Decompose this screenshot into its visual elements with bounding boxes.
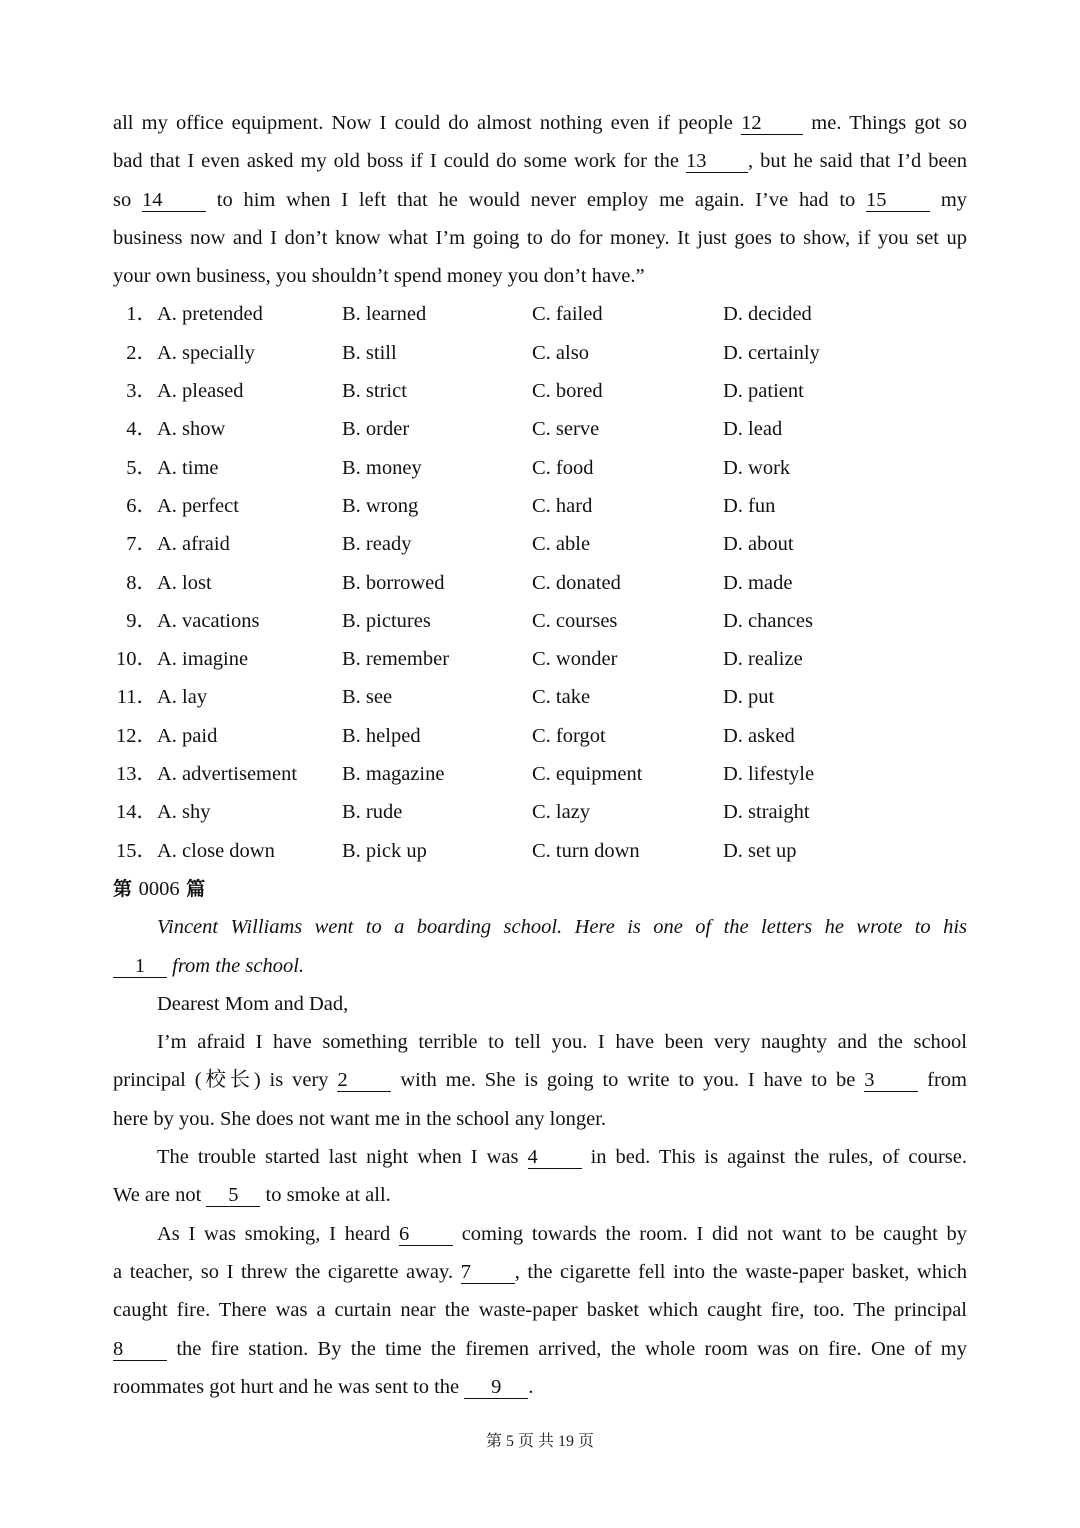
option-d: D. certainly <box>723 341 820 364</box>
text: from the school. <box>172 954 305 977</box>
question-row <box>113 755 967 793</box>
text: in bed. This is against the rules, of course. <box>590 1146 967 1169</box>
option-b: B. wrong <box>342 494 419 517</box>
blank-13: 13 <box>686 150 748 173</box>
blank-12: 12 <box>741 112 803 135</box>
option-d: D. asked <box>723 724 795 747</box>
section-prefix: 第 <box>113 877 133 900</box>
passage-line: I’m afraid I have something terrible to tell you. I have been very naughty and the school <box>157 1031 967 1054</box>
text: to smoke at all. <box>265 1184 391 1207</box>
question-row <box>113 602 967 640</box>
text: principal (校长) is very <box>113 1069 329 1092</box>
option-d: D. realize <box>723 648 803 671</box>
passage-line: caught fire. There was a curtain near the waste-paper basket which caught fire, too. The principal <box>113 1299 967 1322</box>
blank-15: 15 <box>866 189 930 212</box>
blank-1: 1 <box>113 955 167 978</box>
option-d: D. patient <box>723 380 804 403</box>
option-b: B. ready <box>342 533 412 556</box>
option-a: A. lost <box>157 571 212 594</box>
question-number: 14． <box>116 801 157 824</box>
question-number: 5． <box>126 456 157 479</box>
blank-8: 8 <box>113 1338 167 1361</box>
option-c: C. lazy <box>532 801 591 824</box>
question-row <box>113 372 967 410</box>
question-number: 6． <box>126 494 157 517</box>
text: all my office equipment. Now I could do almost nothing even if people <box>113 112 733 134</box>
option-a: A. pleased <box>157 380 244 403</box>
text: the fire station. By the time the firemen arrived, the whole room was on fire. One of my <box>176 1337 968 1360</box>
passage-line: your own business, you shouldn’t spend money you don’t have.” <box>113 265 645 288</box>
option-a: A. close down <box>157 839 275 862</box>
question-number: 1． <box>126 303 157 326</box>
blank-9: 9 <box>464 1376 528 1399</box>
blank-5: 5 <box>206 1184 260 1207</box>
page-footer: 第 5 页 共 19 页 <box>485 1433 594 1450</box>
option-d: D. set up <box>723 839 797 862</box>
option-d: D. about <box>723 533 794 556</box>
question-row <box>113 449 967 487</box>
question-number: 15． <box>116 839 157 862</box>
option-c: C. take <box>532 686 591 709</box>
question-number: 7． <box>126 533 157 556</box>
blank-3: 3 <box>864 1069 918 1092</box>
passage-line <box>113 1176 967 1214</box>
text: As I was smoking, I heard <box>157 1222 391 1245</box>
option-a: A. time <box>157 456 219 479</box>
passage-line <box>113 142 967 180</box>
question-row <box>113 832 967 870</box>
blank-7: 7 <box>461 1261 515 1284</box>
option-d: D. put <box>723 686 775 709</box>
text: . <box>528 1375 534 1398</box>
question-number: 10． <box>116 648 157 671</box>
option-a: A. show <box>157 418 226 441</box>
option-b: B. helped <box>342 724 421 747</box>
option-d: D. made <box>723 571 793 594</box>
text: my <box>940 188 968 211</box>
option-a: A. specially <box>157 341 255 364</box>
text: The trouble started last night when I was <box>157 1146 519 1169</box>
option-b: B. learned <box>342 303 427 326</box>
question-row <box>113 525 967 563</box>
passage-line <box>113 1330 967 1368</box>
question-row <box>113 717 967 755</box>
text: with me. She is going to write to you. I have to be <box>400 1069 856 1092</box>
option-c: C. forgot <box>532 724 606 747</box>
option-a: A. paid <box>157 724 218 747</box>
text: so <box>113 188 132 211</box>
text: , the cigarette fell into the waste-paper basket, which <box>514 1260 968 1283</box>
question-number: 4． <box>126 418 157 441</box>
text: , but he said that I’d been <box>748 150 967 173</box>
option-d: D. fun <box>723 494 776 517</box>
question-row <box>113 410 967 448</box>
question-row <box>113 564 967 602</box>
option-d: D. chances <box>723 609 813 632</box>
passage-line <box>113 1253 967 1291</box>
passage-line <box>113 181 967 219</box>
text: a teacher, so I threw the cigarette away. <box>113 1260 454 1283</box>
option-c: C. also <box>532 341 589 364</box>
blank-4: 4 <box>528 1146 582 1169</box>
option-a: A. perfect <box>157 494 239 517</box>
option-d: D. lifestyle <box>723 763 815 786</box>
passage-line: business now and I don’t know what I’m going to do for money. It just goes to show, if you set up <box>113 226 967 249</box>
option-b: B. magazine <box>342 763 445 786</box>
document-page <box>113 104 967 1406</box>
option-c: C. wonder <box>532 648 618 671</box>
option-c: C. failed <box>532 303 603 326</box>
option-a: A. shy <box>157 801 211 824</box>
option-c: C. serve <box>532 418 600 441</box>
question-number: 3． <box>126 380 157 403</box>
passage-line <box>113 104 967 142</box>
question-row <box>113 334 967 372</box>
option-d: D. work <box>723 456 791 479</box>
option-b: B. pictures <box>342 609 431 632</box>
option-a: A. afraid <box>157 533 230 556</box>
option-b: B. strict <box>342 380 407 403</box>
section-suffix: 篇 <box>186 877 206 900</box>
question-number: 8． <box>126 571 157 594</box>
option-c: C. equipment <box>532 763 643 786</box>
option-b: B. see <box>342 686 393 709</box>
passage-line <box>113 1138 967 1176</box>
question-row <box>113 678 967 716</box>
text: roommates got hurt and he was sent to the <box>113 1375 460 1398</box>
passage-line <box>113 1368 967 1406</box>
question-number: 2． <box>126 341 157 364</box>
blank-14: 14 <box>142 189 206 212</box>
question-number: 13． <box>116 763 157 786</box>
blank-6: 6 <box>399 1223 453 1246</box>
option-b: B. order <box>342 418 410 441</box>
text: from <box>927 1069 968 1092</box>
intro-line: Vincent Williams went to a boarding school. Here is one of the letters he wrote to his <box>157 916 967 939</box>
option-c: C. courses <box>532 609 618 632</box>
option-d: D. lead <box>723 418 783 441</box>
text: to him when I left that he would never employ me again. I’ve had to <box>216 188 856 211</box>
question-row <box>113 640 967 678</box>
section-code: 0006 <box>138 877 180 900</box>
option-b: B. rude <box>342 801 403 824</box>
text: bad that I even asked my old boss if I could do some work for the <box>113 150 680 173</box>
option-b: B. pick up <box>342 839 427 862</box>
question-row <box>113 487 967 525</box>
option-a: A. pretended <box>157 303 263 326</box>
passage-line: here by you. She does not want me in the school any longer. <box>113 1107 607 1130</box>
intro-line <box>113 947 967 985</box>
salutation: Dearest Mom and Dad, <box>157 992 349 1015</box>
question-list <box>113 295 967 869</box>
question-number: 9． <box>126 609 157 632</box>
text: me. Things got so <box>811 112 968 134</box>
section-heading <box>113 870 967 908</box>
option-c: C. able <box>532 533 591 556</box>
question-row <box>113 295 967 333</box>
option-c: C. hard <box>532 494 593 517</box>
option-a: A. vacations <box>157 609 260 632</box>
text: We are not <box>113 1184 202 1207</box>
option-c: C. food <box>532 456 594 479</box>
passage-line <box>113 1061 967 1099</box>
option-b: B. borrowed <box>342 571 445 594</box>
option-b: B. money <box>342 456 422 479</box>
question-number: 11． <box>116 686 157 709</box>
option-d: D. straight <box>723 801 810 824</box>
option-c: C. turn down <box>532 839 640 862</box>
option-b: B. still <box>342 341 397 364</box>
question-number: 12． <box>116 724 157 747</box>
option-a: A. advertisement <box>157 763 298 786</box>
option-a: A. lay <box>157 686 208 709</box>
option-a: A. imagine <box>157 648 249 671</box>
passage-line <box>113 1215 967 1253</box>
option-b: B. remember <box>342 648 450 671</box>
text: coming towards the room. I did not want to be caught by <box>461 1222 968 1245</box>
question-row <box>113 793 967 831</box>
option-d: D. decided <box>723 303 812 326</box>
option-c: C. donated <box>532 571 621 594</box>
option-c: C. bored <box>532 380 603 403</box>
blank-2: 2 <box>337 1069 391 1092</box>
